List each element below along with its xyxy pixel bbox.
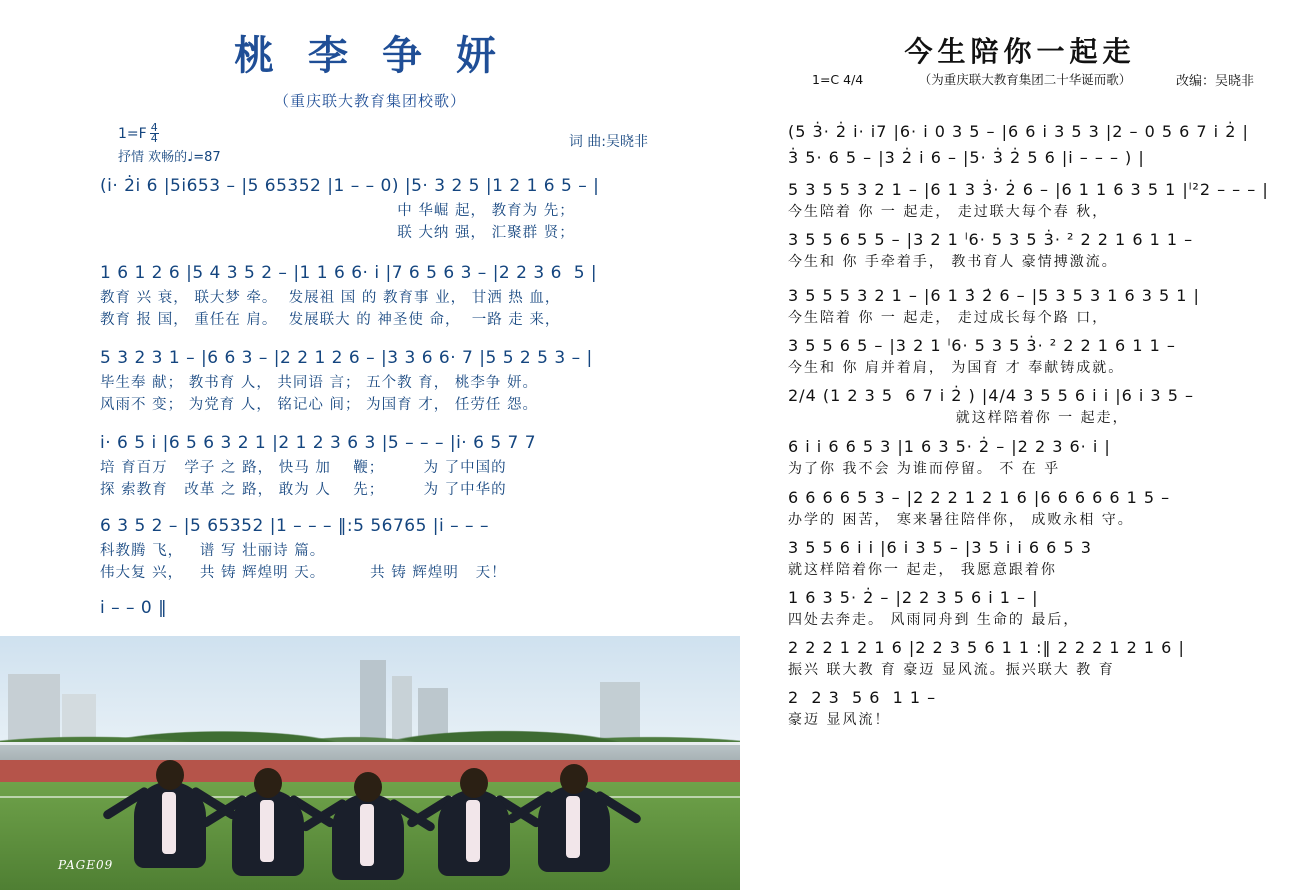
music-system-4 bbox=[100, 433, 660, 499]
notation-line: 6 3 5 2 – |5 65352 |1 – – – ‖:5 56765 |i – – – bbox=[100, 516, 489, 536]
right-music-system-10 bbox=[788, 538, 1268, 579]
page-subtitle: （重庆联大教育集团校歌） bbox=[273, 92, 466, 110]
right-music-system-7 bbox=[788, 386, 1268, 427]
lyric-line-2: 联 大纳 强， 汇聚群 贤； bbox=[100, 225, 575, 241]
lyric-line-1: 教育 兴 衰， 联大梦 牵。 发展祖 国 的 教育事 业， 甘洒 热 血， bbox=[100, 290, 561, 306]
lyric-line-2: 伟大复 兴， 共 铸 辉煌明 天。 共 铸 辉煌明 天！ bbox=[100, 565, 507, 581]
notation-line: 3 5 5 5 3 2 1 – |6 1 3̇ 2̇ 6 – |5 3 5 3 1 6 3 5 1 | bbox=[788, 286, 1200, 305]
notation-line: (i· 2̇i 6 |5i̇653 – |5 65352 |1 – – 0) |5· 3 2 5 |1 2 1 6 5 – | bbox=[100, 176, 600, 196]
lyric-line-1: 毕生奉 献； 教书育 人， 共同语 言； 五个教 育， 桃李争 妍。 bbox=[100, 375, 538, 391]
right-key-signature: 1=C 4/4 bbox=[812, 72, 864, 87]
lyric-line-1: 培 育百万 学子 之 路， 快马 加 鞭； 为 了中国的 bbox=[100, 460, 507, 476]
notation-line: 3 5 5 6 5 – |3 2 1 ˡ6· 5 3 5 3̇· ² 2 2 1 6 1 1 – bbox=[788, 336, 1176, 355]
right-music-system-12 bbox=[788, 638, 1268, 679]
graduate-figure bbox=[222, 756, 314, 876]
lyric-line: 就这样陪着你 一 起走， bbox=[788, 410, 1129, 426]
lyric-line: 就这样陪着你一 起走， 我愿意跟着你 bbox=[788, 562, 1057, 578]
right-music-system-5 bbox=[788, 286, 1268, 327]
right-music-system-4 bbox=[788, 230, 1268, 271]
lyric-line: 今生陪着 你 一 起走， 走过联大每个春 秋， bbox=[788, 204, 1109, 220]
right-page-title: 今生陪你一起走 bbox=[904, 35, 1136, 68]
notation-line: 3 5 5 6 i i |6 i 3 5 – |3 5 i i 6 6 5 3 bbox=[788, 538, 1092, 557]
lyric-line-2: 风雨不 变； 为党育 人， 铭记心 间； 为国育 才， 任劳任 怨。 bbox=[100, 397, 538, 413]
notation-line: i· 6 5 i |6 5 6 3 2 1 |2 1 2 3 6 3 |5 – – – |i· 6 5 7 7 bbox=[100, 433, 537, 453]
notation-line: 3̇ 5· 6 5 – |3 2̇ i 6 – |5· 3̇ 2̇ 5 6 |i – – – ) | bbox=[788, 148, 1145, 167]
graduate-figure bbox=[528, 752, 620, 872]
right-music-system-13 bbox=[788, 688, 1268, 729]
graduate-figure bbox=[322, 760, 414, 880]
lyric-line: 四处去奔走。 风雨同舟到 生命的 最后， bbox=[788, 612, 1080, 628]
right-music-system-1 bbox=[788, 122, 1268, 141]
notation-line: 5 3 5 5 3 2 1 – |6 1 3 3̇· 2̇ 6 – |6 1 1 6 3 5 1 |ˡ²2 – – – | bbox=[788, 180, 1269, 199]
notation-line: (5 3̇· 2̇ i· i7 |6· i 0 3 5 – |6 6 i 3 5 3 |2 – 0 5 6 7 i 2̇ | bbox=[788, 122, 1249, 141]
music-system-1 bbox=[100, 176, 660, 242]
graduate-figure bbox=[428, 756, 520, 876]
lyric-line: 办学的 困苦， 寒来暑往陪伴你， 成败永相 守。 bbox=[788, 512, 1134, 528]
notation-line: 6 i i 6 6 5 3 |1 6 3 5· 2̇ – |2 2 3 6· i | bbox=[788, 437, 1111, 456]
right-music-system-6 bbox=[788, 336, 1268, 377]
page-number: PAGE09 bbox=[58, 858, 114, 872]
tempo-marking: 抒情 欢畅的♩=87 bbox=[118, 150, 221, 165]
lyric-line-2: 教育 报 国， 重任在 肩。 发展联大 的 神圣使 命， 一路 走 来， bbox=[100, 312, 561, 328]
notation-line: 3 5 5 6 5 5 – |3 2 1 ˡ6· 5 3 5 3̇· ² 2 2 1 6 1 1 – bbox=[788, 230, 1194, 249]
music-system-2 bbox=[100, 263, 660, 329]
notation-line: i – – 0 ‖ bbox=[100, 598, 168, 618]
meter-denominator: 4 bbox=[150, 132, 158, 146]
notation-line: 1 6 3 5· 2̇ – |2 2 3 5 6 i 1 – | bbox=[788, 588, 1039, 607]
lyric-line-1: 科教腾 飞， 谱 写 壮丽诗 篇。 bbox=[100, 543, 326, 559]
graduate-figure bbox=[124, 748, 216, 868]
notation-line: 5 3 2 3 1 – |6 6 3 – |2 2 1 2 6 – |3 3 6 6· 7 |5 5 2 5 3 – | bbox=[100, 348, 593, 368]
lyric-line: 豪迈 显风流！ bbox=[788, 712, 891, 728]
notation-line: 6 6 6 6 5 3 – |2 2 2 1 2 1 6 |6 6 6 6 6 1 5 – bbox=[788, 488, 1171, 507]
right-page bbox=[740, 0, 1300, 890]
lyric-line-2: 探 索教育 改革 之 路， 敢为 人 先； 为 了中华的 bbox=[100, 482, 507, 498]
right-music-system-3 bbox=[788, 180, 1268, 221]
author-credit: 词 曲:吴晓非 bbox=[568, 134, 648, 150]
right-music-system-11 bbox=[788, 588, 1268, 629]
right-music-system-8 bbox=[788, 437, 1268, 478]
graduation-photo bbox=[0, 636, 740, 890]
lyric-line: 今生和 你 手牵着手， 教书育人 豪情搏激流。 bbox=[788, 254, 1118, 270]
music-system-5 bbox=[100, 516, 660, 582]
right-page-subtitle: （为重庆联大教育集团二十华诞而歌） bbox=[918, 72, 1132, 87]
arranger-credit: 改编：吴晓非 bbox=[1175, 74, 1254, 89]
lyric-line: 为了你 我不会 为谁而停留。 不 在 乎 bbox=[788, 461, 1061, 477]
music-system-6 bbox=[100, 598, 660, 618]
notation-line: 2 2 2 1 2 1 6 |2 2 3 5 6 1 1 :‖ 2 2 2 1 2 1 6 | bbox=[788, 638, 1185, 657]
meter-numerator: 4 bbox=[150, 121, 158, 134]
page-title: 桃 李 争 妍 bbox=[234, 32, 506, 79]
lyric-line: 今生和 你 肩并着肩， 为国育 才 奉献铸成就。 bbox=[788, 360, 1125, 376]
music-system-3 bbox=[100, 348, 660, 414]
right-music-system-9 bbox=[788, 488, 1268, 529]
lyric-line-1: 中 华崛 起， 教育为 先； bbox=[100, 203, 575, 219]
lyric-line: 振兴 联大教 育 豪迈 显风流。振兴联大 教 育 bbox=[788, 662, 1115, 678]
time-signature bbox=[150, 123, 159, 145]
key-label: 1=F bbox=[118, 125, 147, 142]
lyric-line: 今生陪着 你 一 起走， 走过成长每个路 口， bbox=[788, 310, 1109, 326]
notation-line: 2 2 3 5 6 1 1 – bbox=[788, 688, 937, 707]
notation-line: 2/4 (1 2 3 5 6 7 i 2̇ ) |4/4 3 5 5 6 i i |6 i 3 5 – bbox=[788, 386, 1194, 405]
notation-line: 1 6 1 2 6 |5 4 3 5 2 – |1 1 6 6· i |7 6 5 6 3 – |2 2 3 6 5 | bbox=[100, 263, 598, 283]
right-music-system-2 bbox=[788, 148, 1268, 167]
key-signature bbox=[118, 123, 159, 145]
